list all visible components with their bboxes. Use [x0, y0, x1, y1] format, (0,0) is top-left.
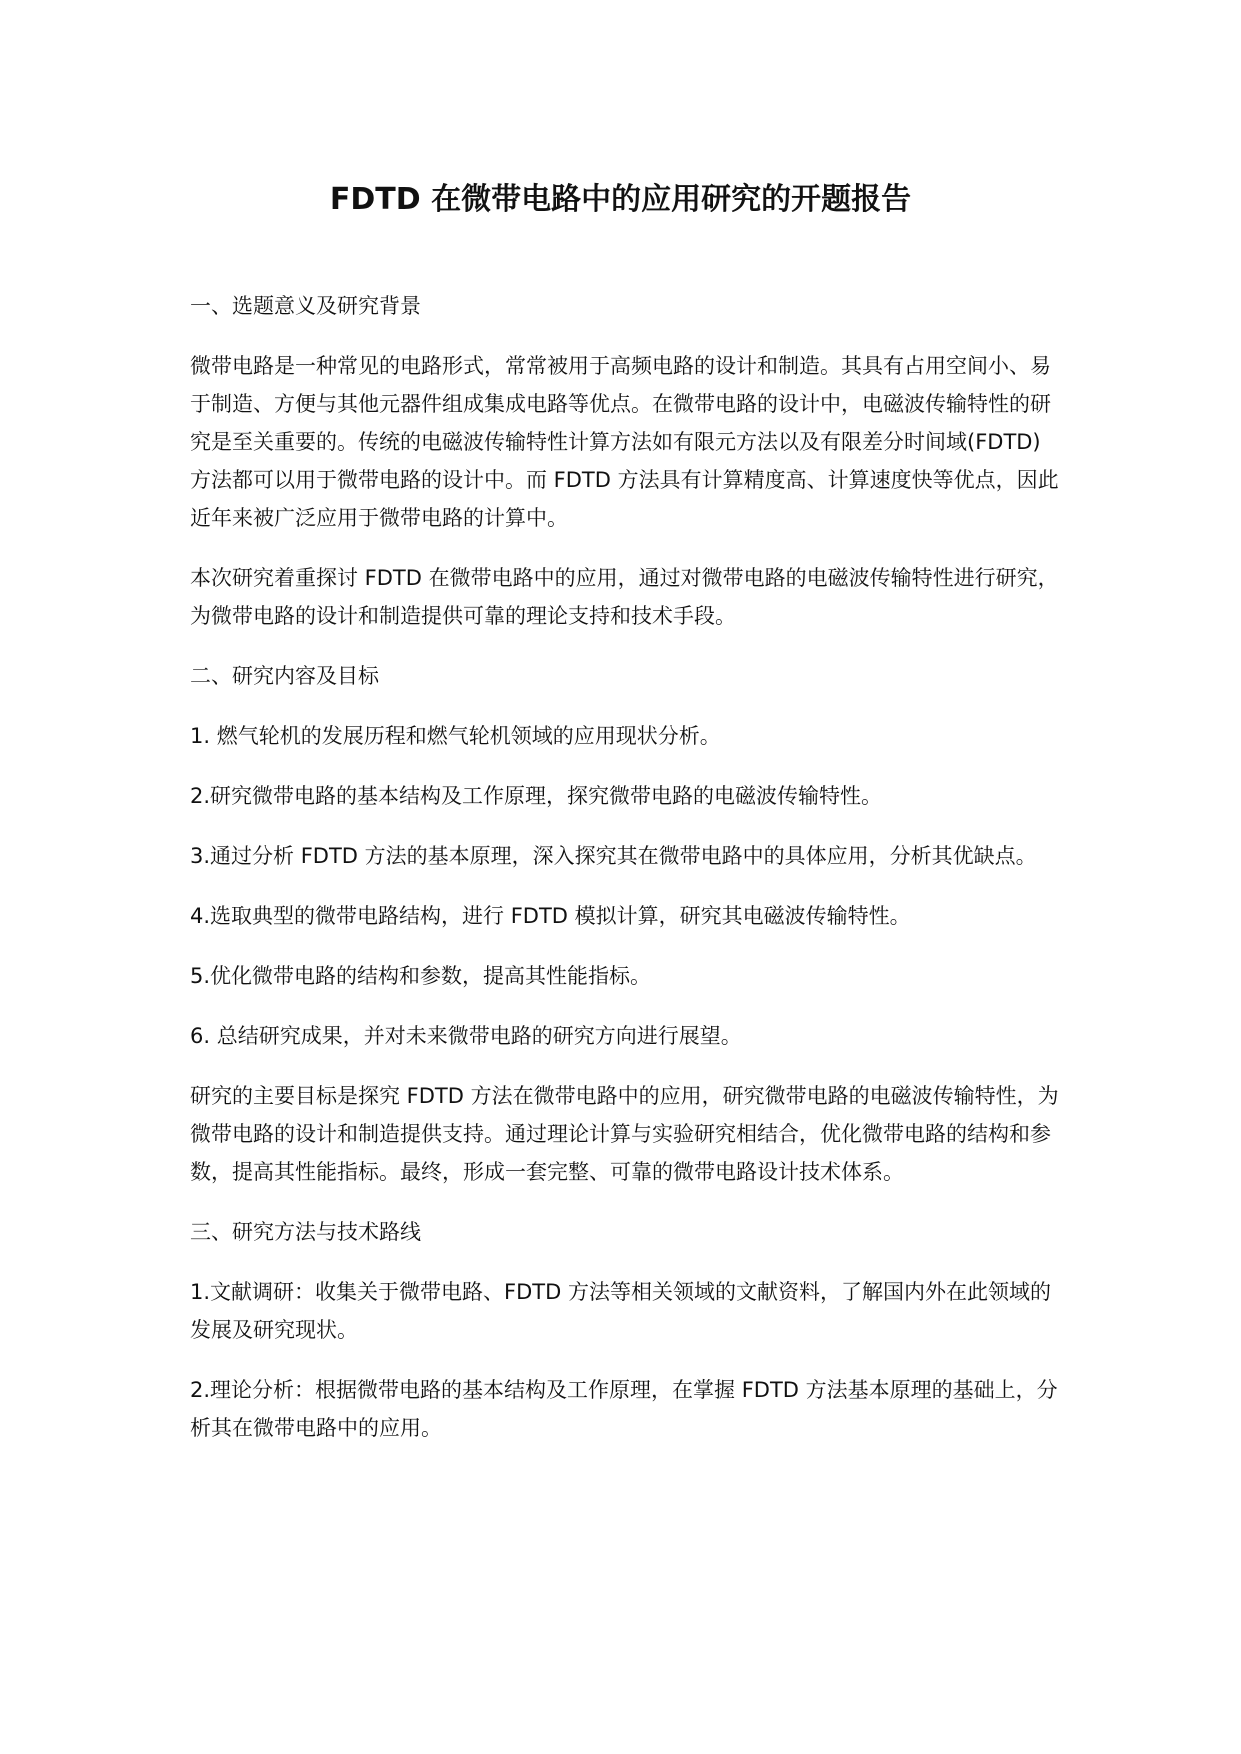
section-heading-1: 一、选题意义及研究背景: [190, 294, 421, 318]
section-heading-3: 三、研究方法与技术路线: [190, 1220, 421, 1244]
paragraph-background-2: 本次研究着重探讨 FDTD 在微带电路中的应用，通过对微带电路的电磁波传输特性进行研究，为微带电路的设计和制造提供可靠的理论支持和技术手段。: [190, 566, 1059, 628]
list-item-content-3: 3.通过分析 FDTD 方法的基本原理，深入探究其在微带电路中的具体应用，分析其优缺点。: [190, 844, 1037, 868]
section-heading-2: 二、研究内容及目标: [190, 664, 379, 688]
list-item-content-5: 5.优化微带电路的结构和参数，提高其性能指标。: [190, 964, 652, 988]
list-item-method-2: 2.理论分析：根据微带电路的基本结构及工作原理，在掌握 FDTD 方法基本原理的基础上，分析其在微带电路中的应用。: [190, 1378, 1058, 1440]
list-item-method-1: 1.文献调研：收集关于微带电路、FDTD 方法等相关领域的文献资料，了解国内外在此领域的发展及研究现状。: [190, 1280, 1051, 1342]
paragraph-background-1: 微带电路是一种常见的电路形式，常常被用于高频电路的设计和制造。其具有占用空间小、易于制造、方便与其他元器件组成集成电路等优点。在微带电路的设计中，电磁波传输特性的研究是至关重要的。传统的电磁波传输特性计算方法如有限元方法以及有限差分时间域(FDTD)方法都可以用于微带电路的设计中。而 FDTD 方法具有计算精度高、计算速度快等优点，因此近年来被广泛应用于微带电路的计算中。: [190, 354, 1059, 530]
list-item-content-1: 1. 燃气轮机的发展历程和燃气轮机领域的应用现状分析。: [190, 724, 721, 748]
paragraph-goals: 研究的主要目标是探究 FDTD 方法在微带电路中的应用，研究微带电路的电磁波传输特性，为微带电路的设计和制造提供支持。通过理论计算与实验研究相结合，优化微带电路的结构和参数，提高其性能指标。最终，形成一套完整、可靠的微带电路设计技术体系。: [190, 1084, 1059, 1184]
list-item-content-4: 4.选取典型的微带电路结构，进行 FDTD 模拟计算，研究其电磁波传输特性。: [190, 904, 911, 928]
document-title: FDTD 在微带电路中的应用研究的开题报告: [329, 182, 912, 217]
list-item-content-6: 6. 总结研究成果，并对未来微带电路的研究方向进行展望。: [190, 1024, 742, 1048]
list-item-content-2: 2.研究微带电路的基本结构及工作原理，探究微带电路的电磁波传输特性。: [190, 784, 883, 808]
document-body: [190, 287, 1060, 1469]
